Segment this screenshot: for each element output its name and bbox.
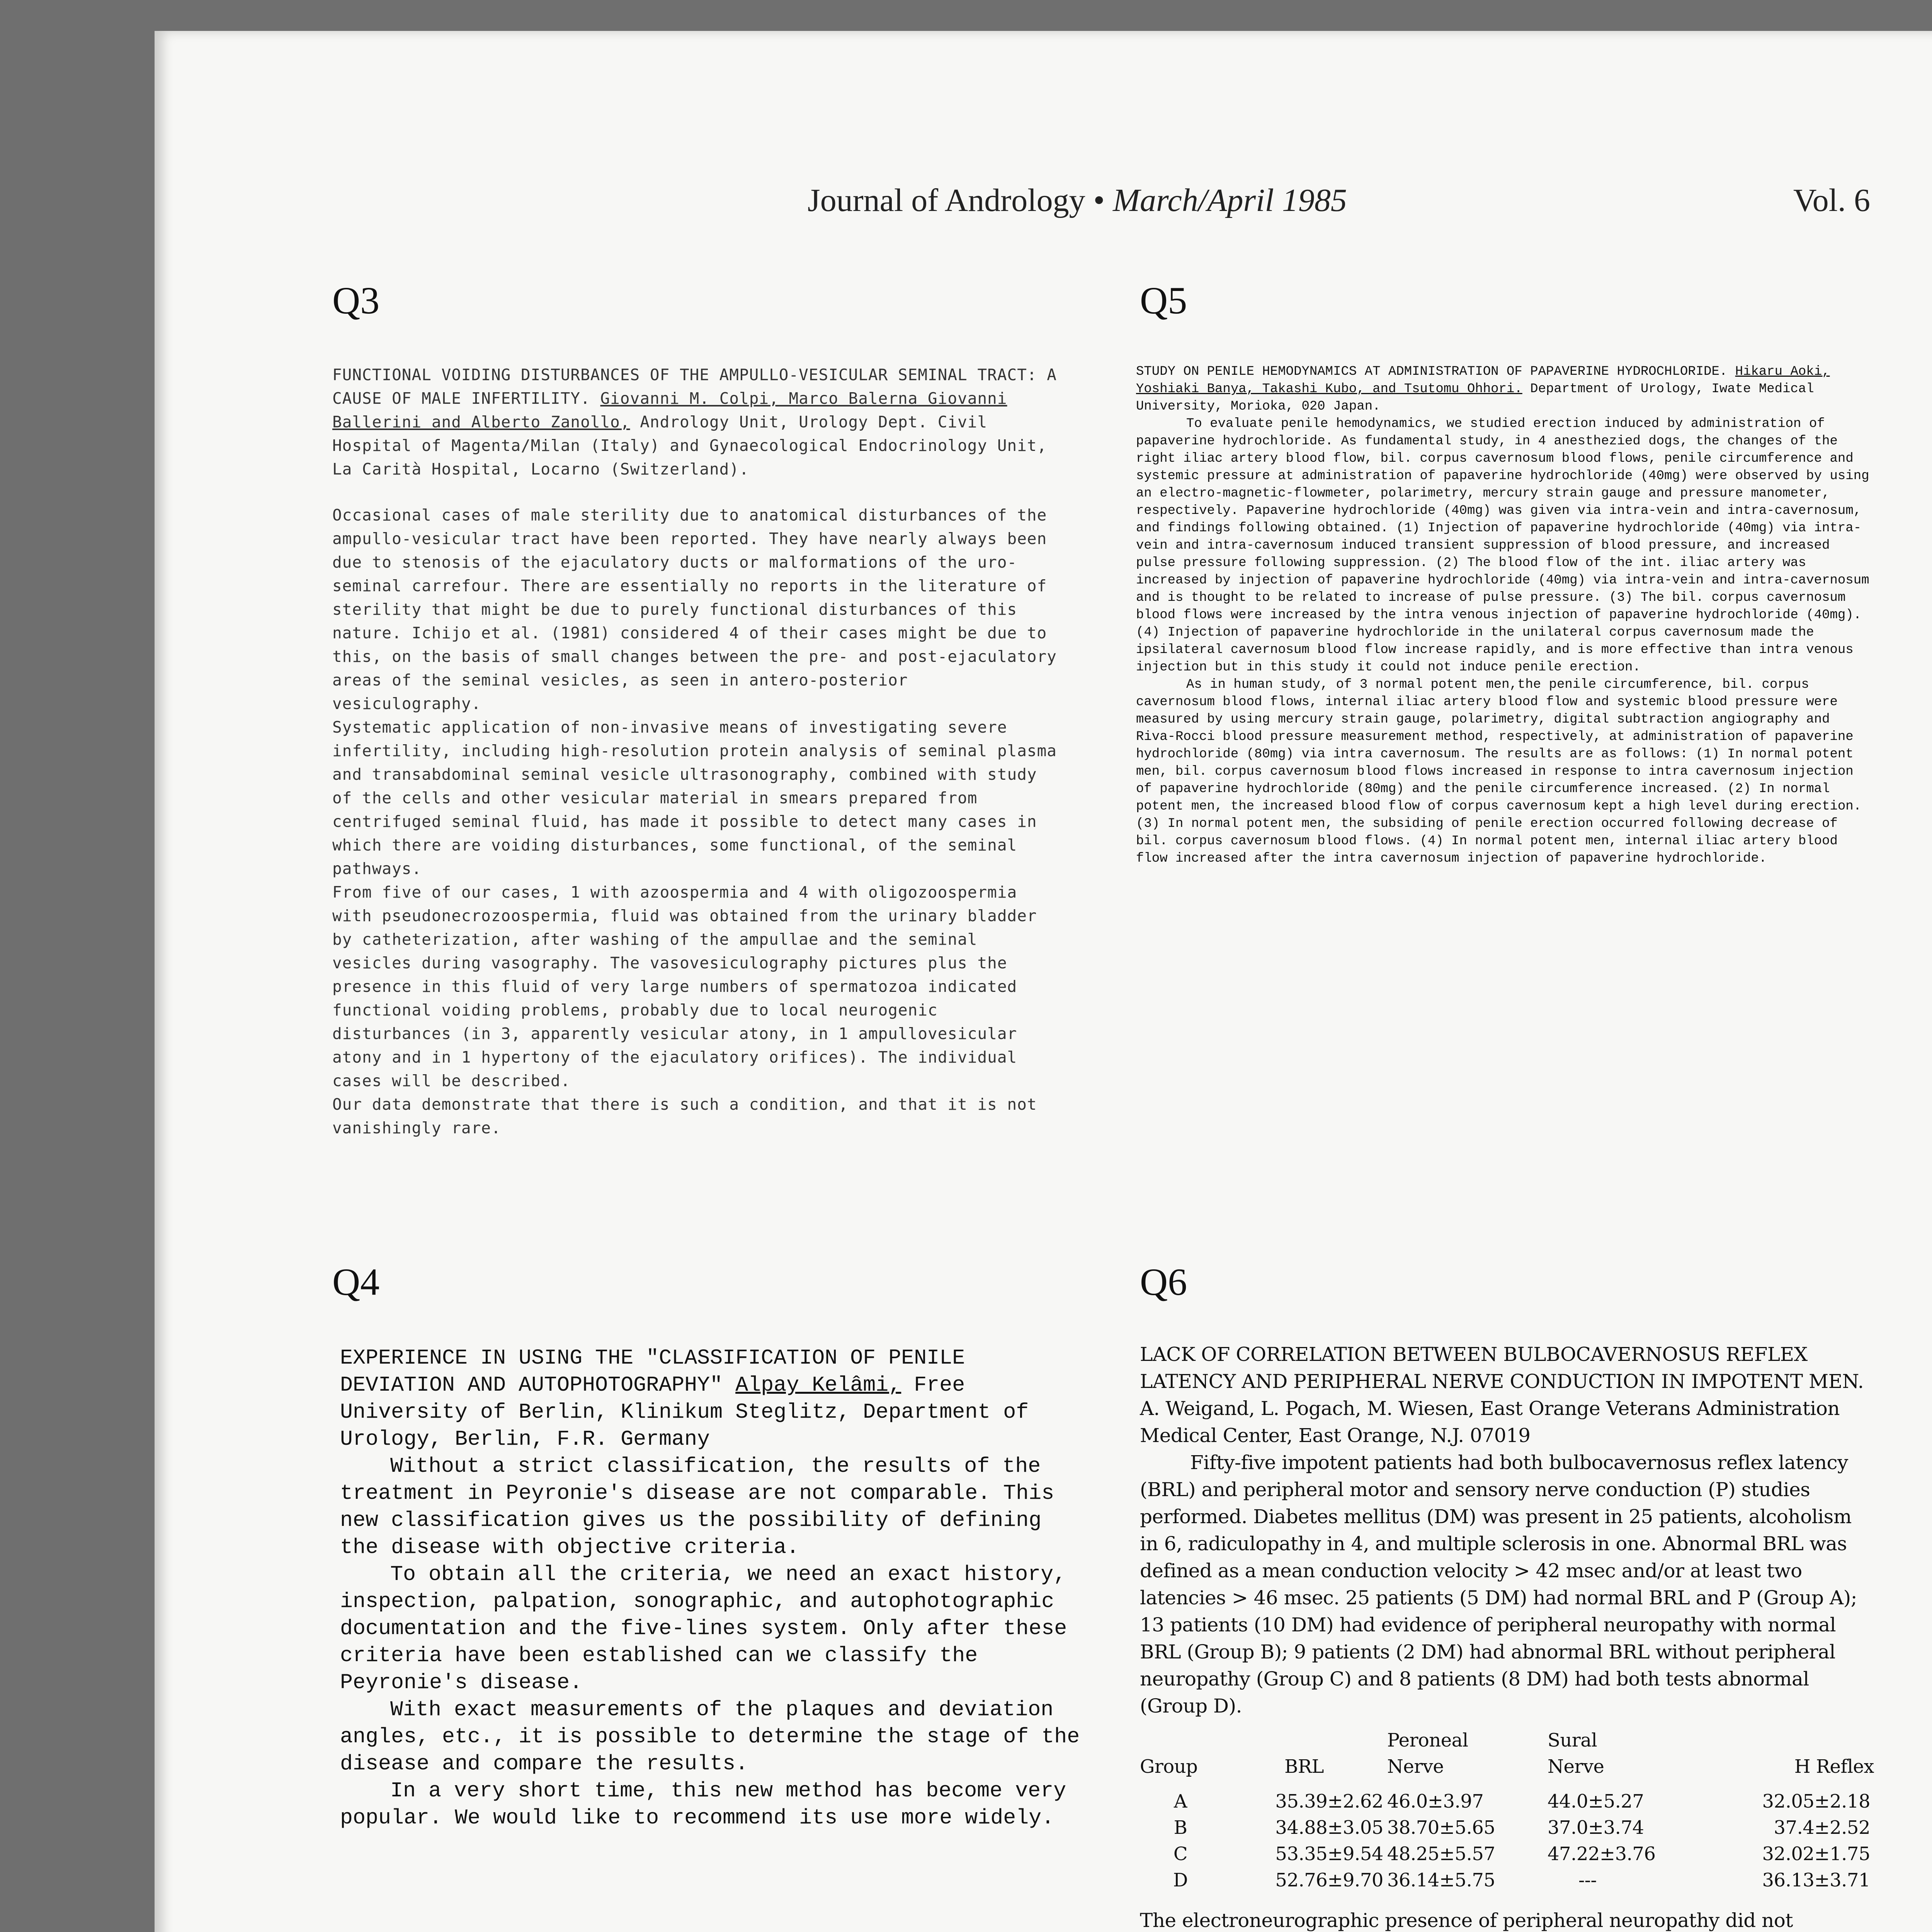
abstract-q6-title: LACK OF CORRELATION BETWEEN BULBOCAVERNOSUS REFLEX LATENCY AND PERIPHERAL NERVE CONDUCTION IN IMPOTENT MEN. [1140, 1343, 1864, 1393]
table-cell: 32.02±1.75 [1762, 1843, 1870, 1865]
table-cell: 36.13±3.71 [1762, 1869, 1870, 1891]
abstract-q4-header [340, 1345, 1086, 1453]
table-cell: 37.4±2.52 [1774, 1817, 1870, 1838]
table-cell: 53.35±9.54 [1275, 1843, 1383, 1865]
abstract-q3-body [332, 503, 1066, 1140]
table-row [1140, 1867, 1874, 1893]
table-cell: 36.14±5.75 [1387, 1869, 1495, 1891]
table-cell: --- [1578, 1869, 1597, 1891]
journal-volume: Vol. 6 [1793, 182, 1870, 218]
abstract-q4-paragraph: In a very short time, this new method has become very popular. We would like to recommend its use more widely. [340, 1779, 1066, 1830]
results-table [1140, 1727, 1874, 1893]
abstract-q6 [1140, 1341, 1874, 1932]
abstract-q5-paragraph: As in human study, of 3 normal potent men,the penile circumference, bil. corpus cavernosum blood flows, internal iliac artery blood flow and systemic blood pressure were measured by using mercury strain gauge, polarimetry, digital subtraction angiography and Riva-Rocci blood pressure measurement method, respectively, at administration of papaverine hydrochloride (80mg) via intra cavernosum. The results are as follows: (1) In normal potent men, bil. corpus cavernosum blood flows increased in response to intra cavernosum injection of papaverine hydrochloride (80mg) and the penile circumference increased. (2) In normal potent men, the increased blood flow of corpus cavernosum kept a high level during erection. (3) In normal potent men, the subsiding of penile erection occurred following decrease of bil. corpus cavernosum blood flows. (4) In normal potent men, internal iliac artery blood flow increased after the intra cavernosum injection of papaverine hydrochloride. [1136, 677, 1862, 866]
col-header-sural-top: Sural [1547, 1730, 1597, 1751]
table-cell: 46.0±3.97 [1387, 1791, 1484, 1812]
abstract-q6-conclusion: The electroneurographic presence of peripheral neuropathy did not [1140, 1909, 1793, 1932]
abstract-q4-paragraph: To obtain all the criteria, we need an exact history, inspection, palpation, sonographic, and autophotographic documentation and the five-lines system. Only after these criteria have been established can we classify the Peyronie's disease. [340, 1562, 1067, 1695]
table-cell: C [1173, 1843, 1188, 1865]
abstract-label-q5: Q5 [1140, 279, 1187, 322]
abstract-q4-paragraph: With exact measurements of the plaques and deviation angles, etc., it is possible to determine the stage of the disease and compare the results. [340, 1697, 1080, 1776]
abstract-q3-paragraph: Our data demonstrate that there is such a condition, and that it is not vanishingly rare. [332, 1095, 1037, 1137]
table-cell: 52.76±9.70 [1275, 1869, 1383, 1891]
abstract-q3-header [332, 363, 1066, 481]
col-header-hreflex: H Reflex [1794, 1756, 1874, 1777]
abstract-q5-paragraph: To evaluate penile hemodynamics, we studied erection induced by administration of papaverine hydrochloride. As fundamental study, in 4 anesthezied dogs, the changes of the right iliac artery blood flow, bil. corpus cavernosum blood flows, penile circumference and systemic pressure at administration of papaverine hydrochloride (40mg) were observed by using an electro-magnetic-flowmeter, polarimetry, mercury strain gauge and pressure manometer, respectively. Papaverine hydrochloride (40mg) was given via intra-vein and intra-cavernosum, and findings following obtained. (1) Injection of papaverine hydrochloride (40mg) via intra-vein and intra-cavernosum induced transient suppression of blood pressure, and increased pulse pressure following suppression. (2) The blood flow of the int. iliac artery was increased by injection of papaverine hydrochloride (40mg) via intra-vein and intra-cavernosum and is thought to be related to increase of pulse pressure. (3) The bil. corpus cavernosum blood flows were increased by the intra venous injection of papaverine hydrochloride (40mg). (4) Injection of papaverine hydrochloride in the unilateral corpus cavernosum made the ipsilateral cavernosum blood flow increase rapidly, and is more effective than intra venous injection but in this study it could not induce penile erection. [1136, 417, 1869, 675]
col-header-peroneal-bottom: Nerve [1387, 1756, 1444, 1777]
abstract-q3-paragraph: From five of our cases, 1 with azoospermia and 4 with oligozoospermia with pseudonecrozoospermia, fluid was obtained from the urinary bladder by catheterization, after washing of the ampullae and the seminal vesicles during vasography. The vasovesiculography pictures plus the presence in this fluid of very large numbers of spermatozoa indicated functional voiding problems, probably due to local neurogenic disturbances (in 3, apparently vesicular atony, in 1 ampullovesicular atony and in 1 hypertony of the ejaculatory orifices). The individual cases will be described. [332, 883, 1037, 1090]
journal-citation [808, 182, 1347, 219]
abstract-label-q6: Q6 [1140, 1260, 1187, 1303]
abstract-q5-affiliation: Department of Urology, Iwate Medical University, Morioka, 020 Japan. [1136, 382, 1814, 414]
running-header [808, 182, 1870, 228]
header-separator: • [1085, 182, 1113, 218]
table-cell: 48.25±5.57 [1387, 1843, 1495, 1865]
table-row [1140, 1815, 1874, 1841]
col-header-sural [1548, 1727, 1708, 1780]
abstract-label-q4: Q4 [332, 1260, 380, 1303]
table-cell: B [1173, 1817, 1187, 1838]
abstract-q4 [340, 1345, 1086, 1832]
abstract-q3-title: FUNCTIONAL VOIDING DISTURBANCES OF THE AMPULLO-VESICULAR SEMINAL TRACT: A CAUSE OF MALE INFERTILITY. [332, 366, 1057, 408]
table-row [1140, 1780, 1874, 1815]
col-header-peroneal [1387, 1727, 1548, 1780]
table-header-row [1140, 1727, 1874, 1780]
abstract-q5-header [1136, 363, 1870, 415]
journal-name: Journal of Andrology [808, 182, 1085, 218]
abstract-q3 [332, 363, 1066, 1140]
journal-issue: March/April 1985 [1113, 182, 1347, 218]
abstract-q3-paragraph: Occasional cases of male sterility due to anatomical disturbances of the ampullo-vesicular tract have been reported. They have nearly always been due to stenosis of the ejaculatory ducts or malformations of the uro-seminal carrefour. There are essentially no reports in the literature of sterility that might be due to purely functional disturbances of this nature. Ichijo et al. (1981) considered 4 of their cases might be due to this, on the basis of small changes between the pre- and post-ejaculatory areas of the seminal vesicles, as seen in antero-posterior vesiculography. [332, 506, 1057, 713]
table-cell: 44.0±5.27 [1547, 1791, 1644, 1812]
abstract-q4-affiliation: Free University of Berlin, Klinikum Steglitz, Department of Urology, Berlin, F.R. Germany [340, 1373, 1029, 1451]
abstract-q4-title: EXPERIENCE IN USING THE "CLASSIFICATION OF PENILE DEVIATION AND AUTOPHOTOGRAPHY" [340, 1346, 965, 1397]
abstract-q6-header [1140, 1341, 1874, 1449]
abstract-q3-paragraph: Systematic application of non-invasive means of investigating severe infertility, including high-resolution protein analysis of seminal plasma and transabdominal seminal vesicle ultrasonography, combined with study of the cells and other vesicular material in smears prepared from centrifuged seminal fluid, has made it possible to detect many cases in which there are voiding disturbances, some functional, of the seminal pathways. [332, 718, 1057, 878]
table-cell: 38.70±5.65 [1387, 1817, 1495, 1838]
table-cell: D [1173, 1869, 1188, 1891]
col-header-brl: BRL [1284, 1756, 1324, 1777]
table-cell: 35.39±2.62 [1275, 1791, 1383, 1812]
abstract-q6-paragraph: Fifty-five impotent patients had both bulbocavernosus reflex latency (BRL) and peripheral motor and sensory nerve conduction (P) studies performed. Diabetes mellitus (DM) was present in 25 patients, alcoholism in 6, radiculopathy in 4, and multiple sclerosis in one. Abnormal BRL was defined as a mean conduction velocity > 42 msec and/or at least two latencies > 46 msec. 25 patients (5 DM) had normal BRL and P (Group A); 13 patients (10 DM) had evidence of peripheral neuropathy with normal BRL (Group B); 9 patients (2 DM) had abnormal BRL without peripheral neuropathy (Group C) and 8 patients (8 DM) had both tests abnormal (Group D). [1140, 1451, 1857, 1717]
col-header-sural-bottom: Nerve [1547, 1756, 1604, 1777]
abstract-q4-author: Alpay Kelâmi, [735, 1373, 901, 1397]
abstract-q5-authors: Hikaru Aoki, Yoshiaki Banya, Takashi Kubo, and Tsutomu Ohhori. [1136, 364, 1830, 396]
abstract-q5 [1136, 363, 1870, 867]
abstract-q3-affiliation: Andrology Unit, Urology Dept. Civil Hospital of Magenta/Milan (Italy) and Gynaecological Endocrinology Unit, La Carità Hospital, Locarno (Switzerland). [332, 413, 1047, 478]
table-cell: 34.88±3.05 [1275, 1817, 1383, 1838]
table-row [1140, 1841, 1874, 1867]
abstract-q4-paragraph: Without a strict classification, the results of the treatment in Peyronie's disease are not comparable. This new classification gives us the possibility of defining the disease with objective criteria. [340, 1454, 1054, 1560]
abstract-q6-authors: A. Weigand, L. Pogach, M. Wiesen, East Orange Veterans Administration Medical Center, East Orange, N.J. 07019 [1140, 1397, 1840, 1447]
abstract-label-q3: Q3 [332, 279, 380, 322]
table-cell: 37.0±3.74 [1547, 1817, 1644, 1838]
table-cell: 32.05±2.18 [1762, 1791, 1870, 1812]
col-header-group: Group [1140, 1756, 1198, 1777]
table-cell: A [1173, 1791, 1187, 1812]
abstract-q5-title: STUDY ON PENILE HEMODYNAMICS AT ADMINISTRATION OF PAPAVERINE HYDROCHLORIDE. [1136, 364, 1728, 379]
col-header-peroneal-top: Peroneal [1387, 1730, 1468, 1751]
abstract-q3-authors: Giovanni M. Colpi, Marco Balerna Giovanni Ballerini and Alberto Zanollo, [332, 389, 1007, 431]
table-cell: 47.22±3.76 [1547, 1843, 1656, 1865]
